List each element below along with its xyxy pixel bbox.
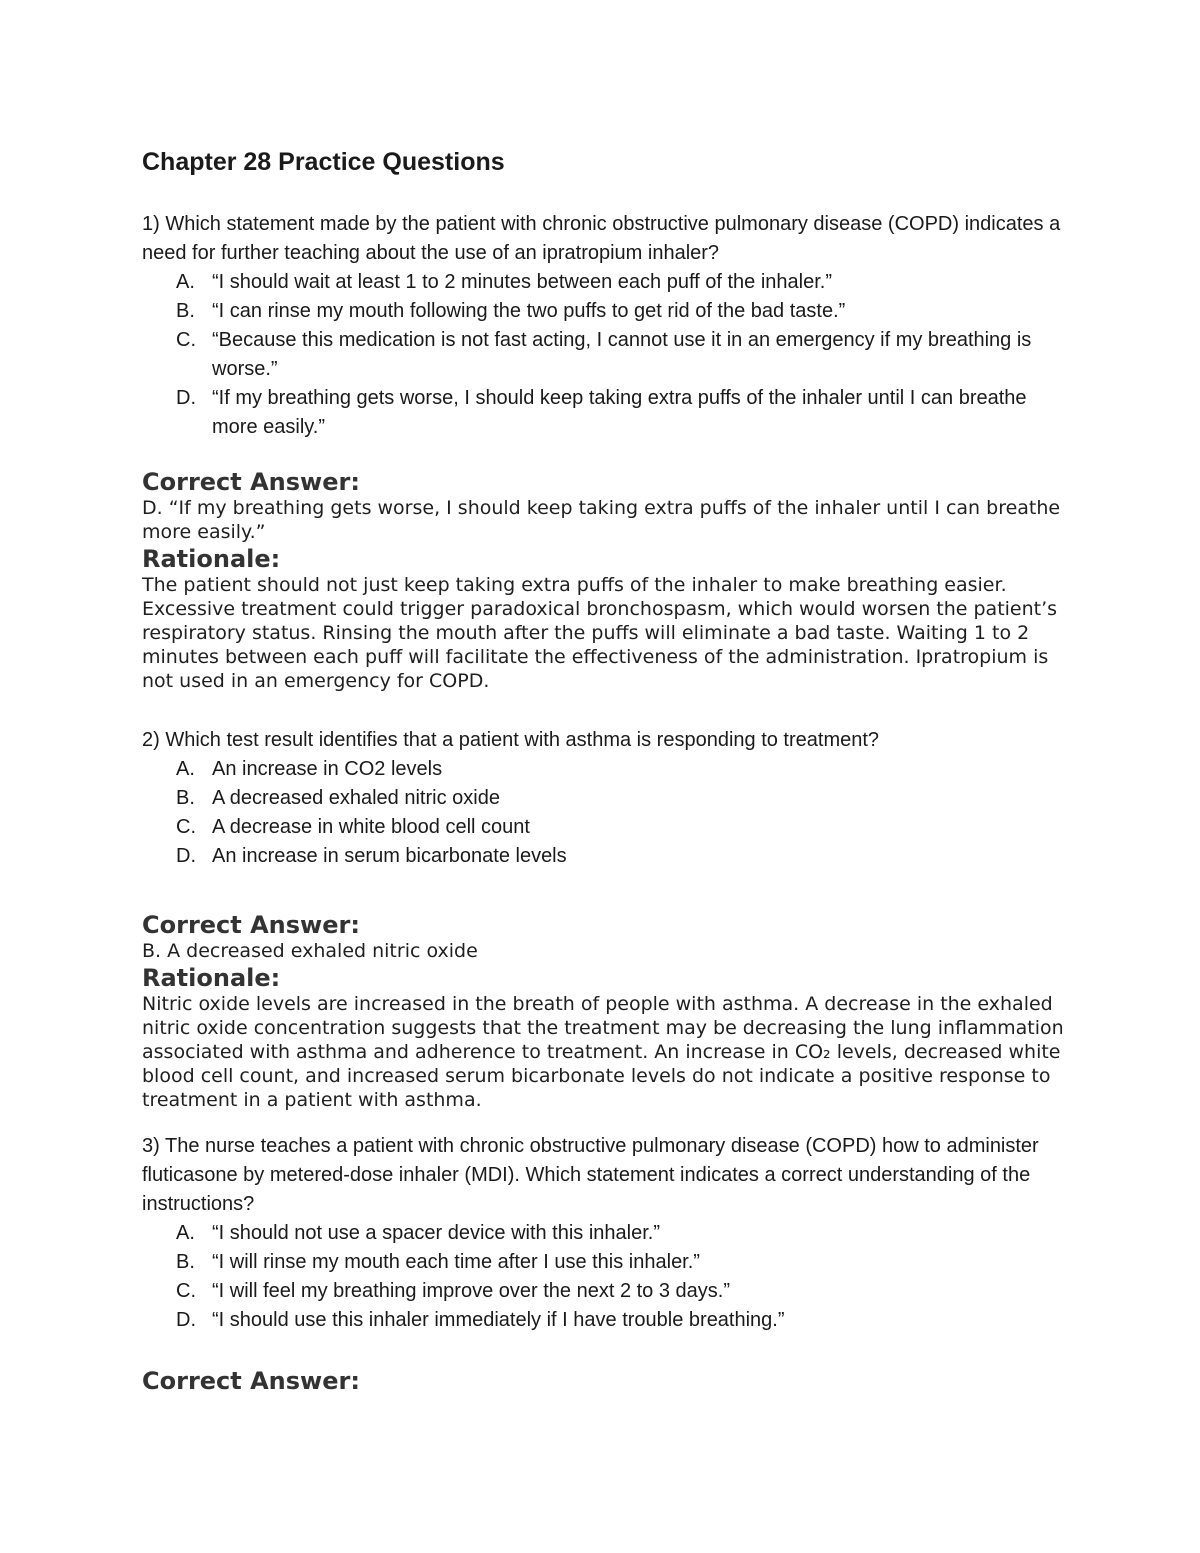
option-text: A decrease in white blood cell count [212, 816, 530, 838]
question-2 [142, 726, 1072, 1112]
option-text: “I will rinse my mouth each time after I use this inhaler.” [212, 1251, 700, 1273]
option-d [142, 384, 1072, 442]
option-list [142, 755, 1072, 871]
option-text: “I will feel my breathing improve over the next 2 to 3 days.” [212, 1280, 731, 1302]
option-a [142, 268, 1072, 297]
option-letter: B. [176, 300, 195, 322]
correct-answer-heading: Correct Answer: [142, 468, 360, 496]
option-letter: A. [176, 758, 195, 780]
question-stem: 1) Which statement made by the patient with chronic obstructive pulmonary disease (COPD) indicates a need for further teaching about the use of an ipratropium inhaler? [142, 213, 1061, 264]
option-c [142, 813, 1072, 842]
correct-answer-heading: Correct Answer: [142, 1367, 360, 1395]
question-3 [142, 1132, 1072, 1395]
option-letter: D. [176, 845, 196, 867]
option-letter: C. [176, 816, 196, 838]
option-letter: C. [176, 329, 196, 351]
option-d [142, 1306, 1072, 1335]
option-text: An increase in CO2 levels [212, 758, 443, 780]
correct-answer-heading: Correct Answer: [142, 911, 360, 939]
option-letter: D. [176, 1309, 196, 1331]
option-c [142, 326, 1072, 384]
rationale-heading: Rationale: [142, 964, 281, 992]
option-letter: C. [176, 1280, 196, 1302]
option-b [142, 784, 1072, 813]
option-c [142, 1277, 1072, 1306]
option-text: “I should use this inhaler immediately if I have trouble breathing.” [212, 1309, 785, 1331]
option-d [142, 842, 1072, 871]
question-1 [142, 210, 1072, 693]
option-text: “I can rinse my mouth following the two puffs to get rid of the bad taste.” [212, 300, 846, 322]
option-b [142, 1248, 1072, 1277]
option-letter: B. [176, 1251, 195, 1273]
option-letter: B. [176, 787, 195, 809]
option-letter: A. [176, 1222, 195, 1244]
option-letter: D. [176, 387, 196, 409]
option-text: “I should wait at least 1 to 2 minutes between each puff of the inhaler.” [212, 271, 833, 293]
option-text: “I should not use a spacer device with this inhaler.” [212, 1222, 661, 1244]
rationale-heading: Rationale: [142, 545, 281, 573]
correct-answer-text: D. “If my breathing gets worse, I should keep taking extra puffs of the inhaler until I can breathe more easily.” [142, 497, 1061, 543]
option-a [142, 755, 1072, 784]
question-stem: 2) Which test result identifies that a patient with asthma is responding to treatment? [142, 729, 880, 751]
option-text: An increase in serum bicarbonate levels [212, 845, 567, 867]
option-letter: A. [176, 271, 195, 293]
option-list [142, 268, 1072, 442]
option-text: “Because this medication is not fast acting, I cannot use it in an emergency if my breathing is worse.” [212, 329, 1032, 380]
option-text: “If my breathing gets worse, I should keep taking extra puffs of the inhaler until I can breathe more easily.” [212, 387, 1027, 438]
rationale-text: Nitric oxide levels are increased in the breath of people with asthma. A decrease in the exhaled nitric oxide concentration suggests that the treatment may be decreasing the lung inflammation associated with asthma and adherence to treatment. An increase in CO₂ levels, decreased white blood cell count, and increased serum bicarbonate levels do not indicate a positive response to treatment in a patient with asthma. [142, 993, 1064, 1111]
option-b [142, 297, 1072, 326]
document-title: Chapter 28 Practice Questions [142, 148, 505, 176]
correct-answer-text: B. A decreased exhaled nitric oxide [142, 940, 478, 962]
rationale-text: The patient should not just keep taking extra puffs of the inhaler to make breathing easier. Excessive treatment could trigger paradoxical bronchospasm, which would worsen the patient’s respiratory status. Rinsing the mouth after the puffs will eliminate a bad taste. Waiting 1 to 2 minutes between each puff will facilitate the effectiveness of the administration. Ipratropium is not used in an emergency for COPD. [142, 574, 1058, 692]
option-list [142, 1219, 1072, 1335]
option-a [142, 1219, 1072, 1248]
question-stem: 3) The nurse teaches a patient with chronic obstructive pulmonary disease (COPD) how to administer fluticasone by metered-dose inhaler (MDI). Which statement indicates a correct understanding of the instructions? [142, 1135, 1039, 1215]
option-text: A decreased exhaled nitric oxide [212, 787, 500, 809]
